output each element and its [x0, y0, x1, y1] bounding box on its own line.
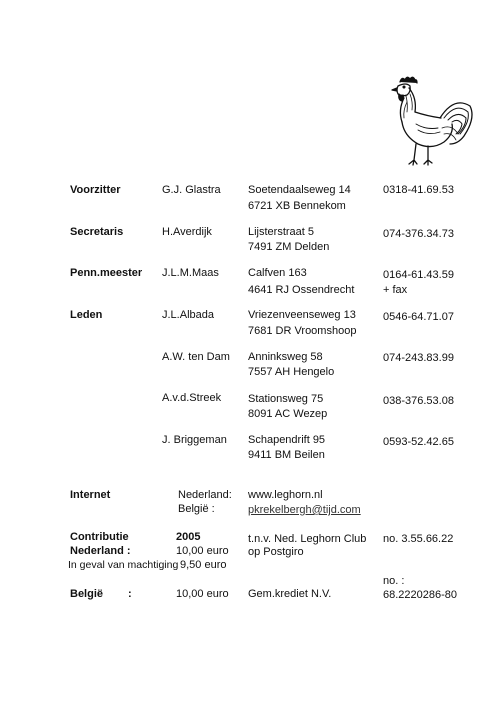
contributie-nl-amount: 10,00 euro: [176, 545, 229, 557]
role-label: Leden: [70, 309, 103, 321]
contributie-postgiro: op Postgiro: [248, 546, 304, 558]
member-name: H.Averdijk: [162, 226, 212, 238]
address-street: Calfven 163: [248, 267, 307, 279]
role-label: Penn.meester: [70, 267, 143, 279]
contributie-be-label: België: [70, 588, 104, 600]
address-city: 9411 BM Beilen: [248, 449, 325, 461]
machtiging-amount: 9,50 euro: [180, 559, 227, 571]
phone-number: 0546-64.71.07: [383, 311, 454, 323]
address-street: Stationsweg 75: [248, 393, 324, 405]
address-street: Lijsterstraat 5: [248, 226, 315, 238]
member-name: G.J. Glastra: [162, 184, 221, 196]
contributie-year: 2005: [176, 531, 201, 543]
member-name: J.L.Albada: [162, 309, 214, 321]
address-street: Vriezenveenseweg 13: [248, 309, 356, 321]
address-street: Soetendaalseweg 14: [248, 184, 351, 196]
phone-fax-note: + fax: [383, 284, 408, 296]
contributie-nl-label: Nederland :: [70, 545, 131, 557]
contributie-nl-account: no. 3.55.66.22: [383, 533, 454, 545]
member-name: A.W. ten Dam: [162, 351, 230, 363]
machtiging-label: In geval van machtiging: [68, 559, 179, 571]
contributie-be-account: 68.2220286-80: [383, 589, 458, 601]
member-name: J. Briggeman: [162, 434, 227, 446]
role-label: Voorzitter: [70, 184, 121, 196]
internet-nl-label: Nederland:: [178, 489, 232, 501]
email-link[interactable]: pkrekelbergh@tijd.com: [248, 504, 361, 516]
address-city: 7557 AH Hengelo: [248, 366, 335, 378]
member-name: J.L.M.Maas: [162, 267, 219, 279]
address-city: 6721 XB Bennekom: [248, 200, 346, 212]
address-city: 7491 ZM Delden: [248, 241, 330, 253]
address-street: Schapendrift 95: [248, 434, 326, 446]
phone-number: 074-243.83.99: [383, 352, 454, 364]
address-city: 8091 AC Wezep: [248, 408, 328, 420]
contributie-be-bank: Gem.krediet N.V.: [248, 588, 332, 600]
phone-number: 074-376.34.73: [383, 228, 454, 240]
contributie-be-colon: :: [128, 588, 132, 600]
phone-number: 038-376.53.08: [383, 395, 454, 407]
contributie-payee: t.n.v. Ned. Leghorn Club: [248, 533, 367, 545]
address-street: Anninksweg 58: [248, 351, 323, 363]
website-link[interactable]: www.leghorn.nl: [248, 489, 323, 501]
phone-number: 0164-61.43.59: [383, 269, 454, 281]
rooster-icon: [382, 72, 474, 172]
internet-be-label: België :: [178, 503, 215, 515]
contributie-be-amount: 10,00 euro: [176, 588, 229, 600]
contributie-label: Contributie: [70, 531, 129, 543]
role-label: Secretaris: [70, 226, 124, 238]
member-name: A.v.d.Streek: [162, 392, 222, 404]
address-city: 4641 RJ Ossendrecht: [248, 284, 355, 296]
internet-label: Internet: [70, 489, 111, 501]
phone-number: 0318-41.69.53: [383, 184, 454, 196]
phone-number: 0593-52.42.65: [383, 436, 454, 448]
contributie-be-no-label: no. :: [383, 575, 405, 587]
address-city: 7681 DR Vroomshoop: [248, 325, 357, 337]
